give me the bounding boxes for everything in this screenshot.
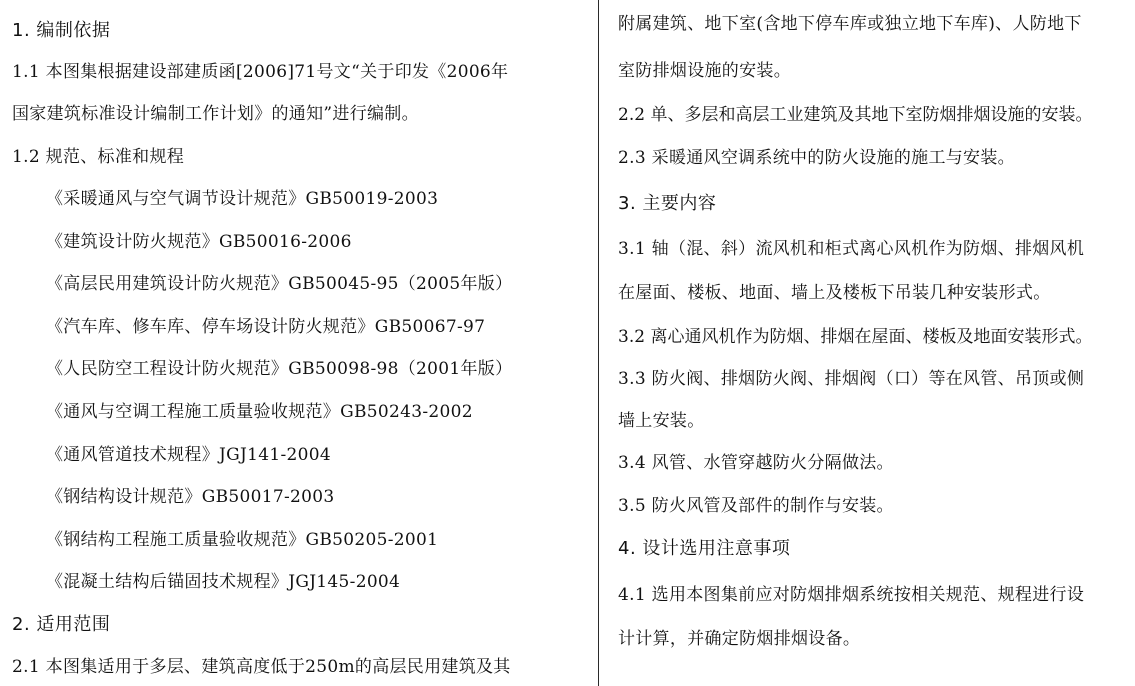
paragraph-line: 在屋面、楼板、地面、墙上及楼板下吊装几种安装形式。 xyxy=(618,283,1051,303)
paragraph-line: 3.5 防火风管及部件的制作与安装。 xyxy=(618,496,894,516)
standard-item: 《人民防空工程设计防火规范》GB50098-98（2001年版） xyxy=(46,359,513,379)
paragraph-line: 墙上安装。 xyxy=(618,411,705,431)
paragraph-line: 国家建筑标准设计编制工作计划》的通知”进行编制。 xyxy=(12,104,419,124)
section-heading-notes: 4. 设计选用注意事项 xyxy=(618,538,791,559)
paragraph-line: 1.1 本图集根据建设部建质函[2006]71号文“关于印发《2006年 xyxy=(12,62,509,82)
standard-item: 《钢结构设计规范》GB50017-2003 xyxy=(46,487,335,507)
subsection-heading-standards: 1.2 规范、标准和规程 xyxy=(12,147,185,167)
standard-item: 《采暖通风与空气调节设计规范》GB50019-2003 xyxy=(46,189,439,209)
section-heading-content: 3. 主要内容 xyxy=(618,193,717,214)
paragraph-line: 3.4 风管、水管穿越防火分隔做法。 xyxy=(618,453,894,473)
paragraph-line: 4.1 选用本图集前应对防烟排烟系统按相关规范、规程进行设 xyxy=(618,585,1085,605)
standard-item: 《通风管道技术规程》JGJ141-2004 xyxy=(46,445,331,465)
standard-item: 《通风与空调工程施工质量验收规范》GB50243-2002 xyxy=(46,402,473,422)
paragraph-line: 3.1 轴（混、斜）流风机和柜式离心风机作为防烟、排烟风机 xyxy=(618,239,1085,259)
paragraph-line: 3.2 离心通风机作为防烟、排烟在屋面、楼板及地面安装形式。 xyxy=(618,327,1093,347)
paragraph-line: 计计算，并确定防烟排烟设备。 xyxy=(618,629,861,649)
standard-item: 《钢结构工程施工质量验收规范》GB50205-2001 xyxy=(46,530,439,550)
standard-item: 《汽车库、修车库、停车场设计防火规范》GB50067-97 xyxy=(46,317,486,337)
paragraph-line: 2.1 本图集适用于多层、建筑高度低于250m的高层民用建筑及其 xyxy=(12,657,511,677)
section-heading-basis: 1. 编制依据 xyxy=(12,20,111,41)
paragraph-line: 2.2 单、多层和高层工业建筑及其地下室防烟排烟设施的安装。 xyxy=(618,105,1093,125)
column-divider xyxy=(598,0,599,686)
paragraph-line: 附属建筑、地下室(含地下停车库或独立地下车库)、人防地下 xyxy=(618,14,1082,34)
standard-item: 《建筑设计防火规范》GB50016-2006 xyxy=(46,232,352,252)
standard-item: 《高层民用建筑设计防火规范》GB50045-95（2005年版） xyxy=(46,274,513,294)
standard-item: 《混凝土结构后锚固技术规程》JGJ145-2004 xyxy=(46,572,401,592)
section-heading-scope: 2. 适用范围 xyxy=(12,614,111,635)
paragraph-line: 室防排烟设施的安装。 xyxy=(618,61,791,81)
paragraph-line: 2.3 采暖通风空调系统中的防火设施的施工与安装。 xyxy=(618,148,1015,168)
paragraph-line: 3.3 防火阀、排烟防火阀、排烟阀（口）等在风管、吊顶或侧 xyxy=(618,369,1085,389)
